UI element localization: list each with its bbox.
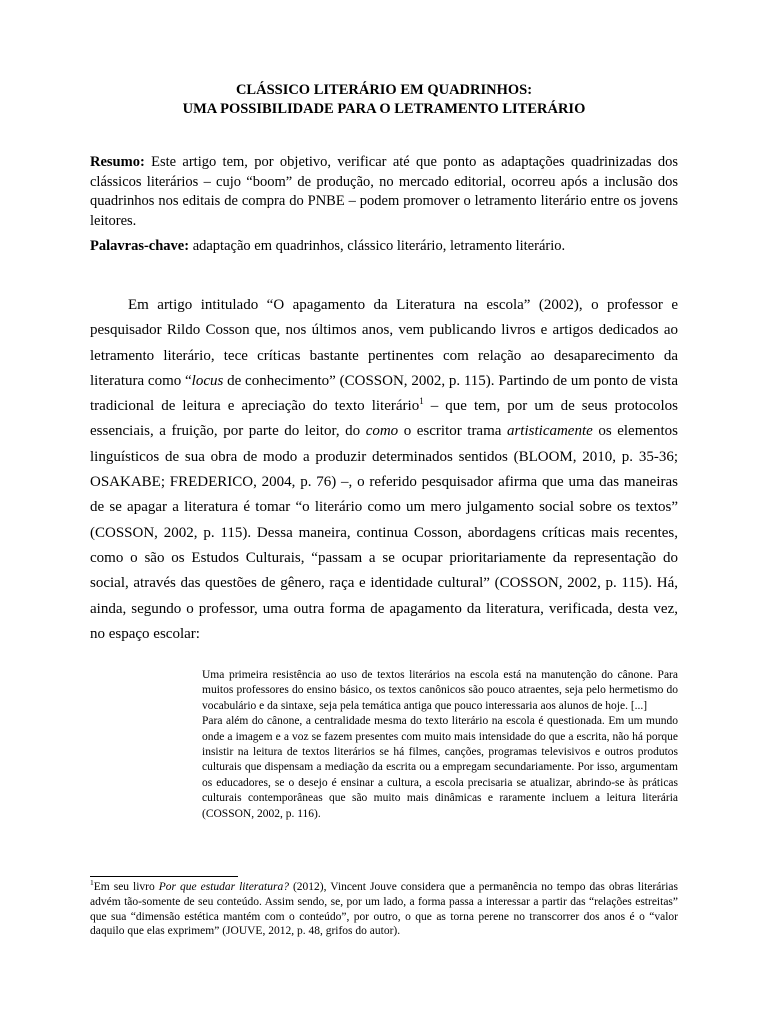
footnote-reference[interactable]: 1 [419, 396, 424, 407]
body-italic-artisticamente: artisticamente [506, 423, 593, 440]
keywords [90, 237, 678, 257]
quote-paragraph-1: Uma primeira resistência ao uso de textos literários na escola está na manutenção do cânone. Para muitos professores do ensino básico, os textos canônicos são pouco atraentes, seja pelo hermetismo do vocabulário e da sintaxe, seja pela temática antiga que pouco interessaria aos alunos de hoje. [...] [202, 669, 678, 712]
body-text-segment: Em artigo intitulado “O apagamento da Literatura na escola” (2002), o professor e pesquisador Rildo Cosson que, nos últimos anos, vem publicando livros e artigos dedicados ao letramento literário, tece críticas bastante pertinentes com relação ao desaparecimento da literatura como “ [90, 297, 678, 389]
footnote-book-title: Por que estudar literatura? [158, 881, 289, 893]
block-quote [202, 668, 678, 822]
keywords-label: Palavras-chave: [90, 238, 190, 254]
footnote-text-segment: Em seu livro [93, 881, 159, 893]
title-line-1: CLÁSSICO LITERÁRIO EM QUADRINHOS: [235, 82, 533, 98]
keywords-text: adaptação em quadrinhos, clássico literário, letramento literário. [189, 238, 566, 254]
paper-title [90, 81, 678, 119]
quote-paragraph-2: Para além do cânone, a centralidade mesma do texto literário na escola é questionada. Em um mundo onde a imagem e a voz se fazem presentes com muito mais intensidade do que a escrita, não há porque insistir na leitura de textos literários se há filmes, canções, programas televisivos e outros produtos culturais que dispensam a mediação da escrita ou a empregam secundariamente. Por isso, argumentam os educadores, se o desejo é ensinar a cultura, a escola precisaria se atualizar, abrindo-se às práticas culturais contemporâneas que são muito mais dinâmicas e raramente incluem a leitura literária (COSSON, 2002, p. 116). [202, 715, 678, 820]
abstract [90, 153, 678, 231]
body-paragraph [90, 293, 678, 647]
body-text-segment: o escritor trama [398, 423, 507, 440]
body-italic-como: como [365, 423, 399, 440]
body-italic-locus: locus [191, 372, 224, 389]
body-text-segment: os elementos linguísticos de sua obra de modo a produzir determinados sentidos (BLOOM, 2010, p. 35-36; OSAKABE; FREDERICO, 2004, p. 76) –, o referido pesquisador afirma que uma das maneiras de se apagar a literatura é tomar “o literário como um mero julgamento social sobre os textos” (COSSON, 2002, p. 115). Dessa maneira, continua Cosson, abordagens críticas mais recentes, como o são os Estudos Culturais, “passam a se ocupar prioritariamente da representação do social, através das questões de gênero, raça e identidade cultural” (COSSON, 2002, p. 115). Há, ainda, segundo o professor, uma outra forma de apagamento da literatura, verificada, desta vez, no espaço escolar: [90, 423, 679, 642]
abstract-label: Resumo: [90, 154, 145, 170]
abstract-text: Este artigo tem, por objetivo, verificar até que ponto as adaptações quadrinizadas dos clássicos literários – cujo “boom” de produção, no mercado editorial, ocorreu após a inclusão dos quadrinhos nos editais de compra do PNBE – podem promover o letramento literário entre os jovens leitores. [90, 154, 678, 229]
footnote-marker: 1 [90, 878, 94, 888]
footnote-text-segment: (2012), Vincent Jouve considera que a permanência no tempo das obras literárias advém tão-somente de seu conteúdo. Assim sendo, se, por um lado, a forma passa a interessar a partir das “relações estreitas” que sua “dimensão estética mantém com o conteúdo”, por outro, o que as torna perene no transcorrer dos anos é o “valor daquilo que elas exprimem” (JOUVE, 2012, p. 48, grifos do autor). [90, 881, 678, 938]
footnote-separator [90, 876, 238, 877]
title-line-2: UMA POSSIBILIDADE PARA O LETRAMENTO LITERÁRIO [182, 101, 586, 117]
body-text-segment: de conhecimento” (COSSON, 2002, p. 115). Partindo de um ponto de vista tradicional de leitura e apreciação do texto literário [90, 372, 678, 415]
body-text-segment: – que tem, por um de seus protocolos essenciais, a fruição, por parte do leitor, do [90, 398, 678, 440]
footnote [90, 880, 678, 939]
